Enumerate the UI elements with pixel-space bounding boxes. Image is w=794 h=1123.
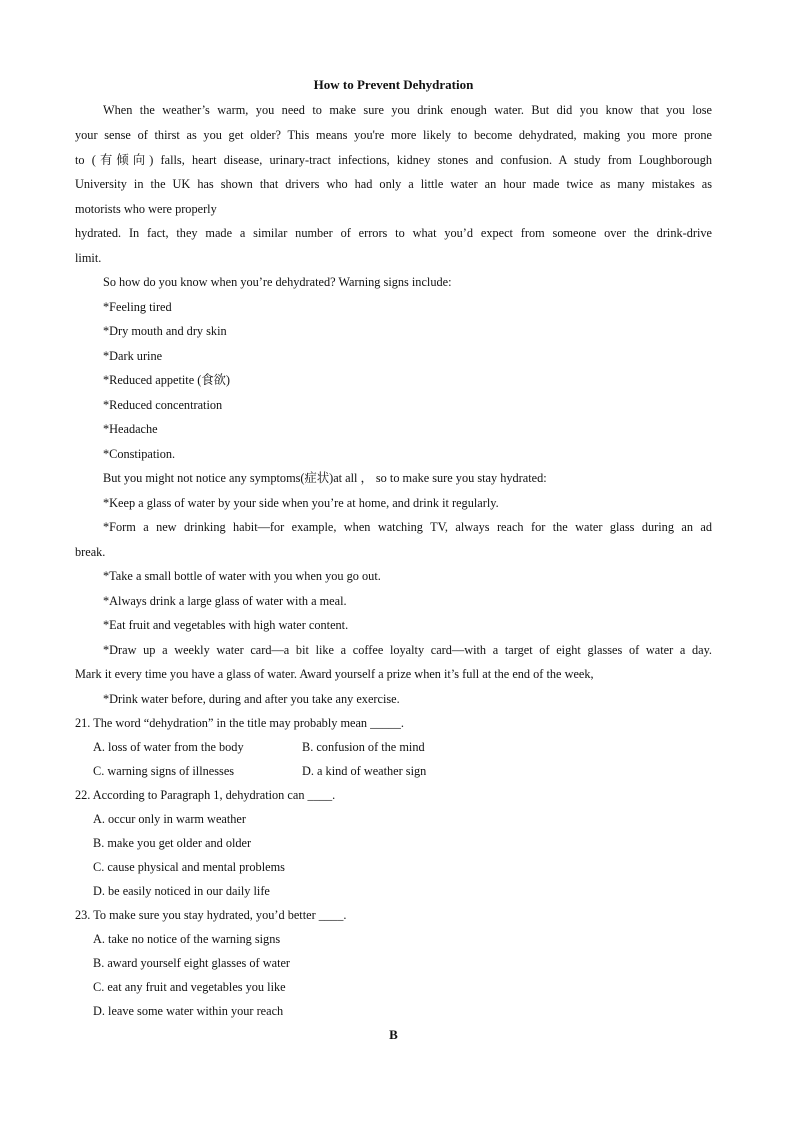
question-23 bbox=[75, 903, 712, 1023]
option-a: A. occur only in warm weather bbox=[93, 812, 246, 826]
paragraph-line: University in the UK has shown that drivers who had only a little water an hour made twice as many mistakes as bbox=[75, 177, 712, 191]
list-item-continuation: Mark it every time you have a glass of water. Award yourself a prize when it’s full at the end of the week, bbox=[75, 667, 594, 681]
list-item: *Constipation. bbox=[103, 446, 176, 461]
list-item-continuation: break. bbox=[75, 544, 106, 559]
list-item: *Drink water before, during and after you take any exercise. bbox=[103, 691, 400, 706]
list-item: *Eat fruit and vegetables with high water content. bbox=[103, 618, 349, 632]
list-item: *Dry mouth and dry skin bbox=[103, 324, 227, 338]
paragraph-line: your sense of thirst as you get older? This means you're more likely to become dehydrated, making you more prone bbox=[75, 128, 712, 142]
paragraph-line: limit. bbox=[75, 250, 102, 265]
paragraph-line: hydrated. In fact, they made a similar number of errors to what you’d expect from someone over the drink-drive bbox=[75, 226, 712, 240]
paragraph-1 bbox=[75, 98, 712, 270]
question-stem: 22. According to Paragraph 1, dehydration can ____. bbox=[75, 788, 336, 802]
paragraph-line: to (有倾向) falls, heart disease, urinary-tract infections, kidney stones and confusion. A study from Loughborough bbox=[75, 152, 712, 167]
article-title: How to Prevent Dehydration bbox=[313, 77, 474, 92]
paragraph-line: When the weather’s warm, you need to make sure you drink enough water. But did you know that you lose bbox=[103, 103, 712, 117]
list-item: *Reduced appetite (食欲) bbox=[103, 373, 231, 387]
list-item: *Always drink a large glass of water with a meal. bbox=[103, 593, 347, 608]
list-item: *Headache bbox=[103, 422, 158, 436]
option-c: C. cause physical and mental problems bbox=[93, 860, 285, 874]
list-item: *Dark urine bbox=[103, 348, 163, 363]
option-d: D. be easily noticed in our daily life bbox=[93, 884, 270, 898]
tips-intro: But you might not notice any symptoms(症状)at all ， so to make sure you stay hydrated: bbox=[103, 471, 547, 485]
signs-intro: So how do you know when you’re dehydrated? Warning signs include: bbox=[103, 275, 452, 289]
tips-list bbox=[75, 491, 712, 712]
option-a: A. loss of water from the body bbox=[93, 740, 244, 754]
warning-signs-list bbox=[75, 295, 712, 467]
question-21 bbox=[75, 711, 712, 783]
list-item: *Keep a glass of water by your side when you’re at home, and drink it regularly. bbox=[103, 495, 499, 510]
option-a: A. take no notice of the warning signs bbox=[93, 932, 281, 946]
paragraph-line: motorists who were properly bbox=[75, 201, 217, 216]
list-item: *Form a new drinking habit—for example, when watching TV, always reach for the water glass during an ad bbox=[103, 520, 712, 534]
question-22 bbox=[75, 783, 712, 903]
option-c: C. eat any fruit and vegetables you like bbox=[93, 980, 286, 994]
option-b: B. make you get older and older bbox=[93, 836, 252, 850]
section-label: B bbox=[389, 1027, 398, 1042]
question-stem: 21. The word “dehydration” in the title may probably mean _____. bbox=[75, 716, 404, 730]
list-item: *Draw up a weekly water card—a bit like a coffee loyalty card—with a target of eight glasses of water a day. bbox=[103, 642, 712, 657]
option-b: B. award yourself eight glasses of water bbox=[93, 956, 291, 970]
list-item: *Take a small bottle of water with you when you go out. bbox=[103, 569, 381, 583]
option-c: C. warning signs of illnesses bbox=[93, 764, 235, 778]
list-item: *Reduced concentration bbox=[103, 397, 223, 412]
question-stem: 23. To make sure you stay hydrated, you’d better ____. bbox=[75, 908, 347, 922]
option-d: D. a kind of weather sign bbox=[302, 764, 427, 778]
list-item: *Feeling tired bbox=[103, 299, 172, 314]
option-d: D. leave some water within your reach bbox=[93, 1004, 284, 1018]
option-b: B. confusion of the mind bbox=[302, 740, 425, 754]
document-page bbox=[75, 74, 712, 1047]
